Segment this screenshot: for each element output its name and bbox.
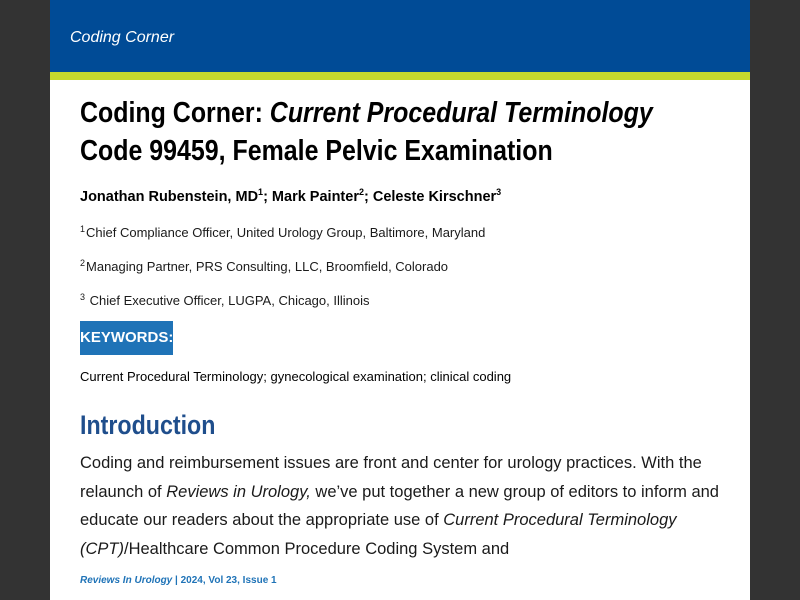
affiliation-text: Managing Partner, PRS Consulting, LLC, Broomfield, Colorado	[86, 259, 449, 274]
author-separator: ;	[363, 189, 373, 205]
footer-meta: | 2024, Vol 23, Issue 1	[172, 575, 277, 586]
author-name: Jonathan Rubenstein, MD	[80, 189, 259, 205]
author-list	[80, 187, 501, 205]
author-separator: ;	[263, 189, 272, 205]
page-footer	[80, 575, 277, 586]
affiliation-marker: 3	[80, 292, 86, 302]
affiliation-marker: 1	[80, 224, 86, 234]
body-italic-run: Reviews in Urology,	[166, 482, 311, 501]
body-italic-run: Current Procedural Terminology (CPT)	[80, 511, 677, 558]
author-name: Mark Painter	[271, 189, 359, 205]
title-part1: Coding Corner:	[80, 97, 270, 129]
affiliation-text: Chief Executive Officer, LUGPA, Chicago, Illinois	[86, 293, 370, 308]
footer-journal: Reviews In Urology	[80, 575, 173, 586]
header-banner	[50, 0, 750, 72]
affiliation-marker: 2	[80, 258, 86, 268]
title-part2: Code 99459, Female Pelvic Examination	[80, 135, 553, 167]
author-name: Celeste Kirschner	[372, 189, 497, 205]
title-italic: Current Procedural Terminology	[269, 97, 653, 129]
affiliation-1	[80, 224, 485, 240]
body-text-run: we’ve put together a new group of editors to inform and educate our readers about the appropriate use of	[80, 482, 719, 529]
affiliation-3	[80, 292, 370, 308]
body-text-run: /Healthcare Common Procedure Coding System and	[124, 539, 510, 558]
article-page	[50, 0, 750, 600]
accent-bar	[50, 72, 750, 80]
banner-title: Coding Corner	[70, 29, 175, 46]
affiliation-2	[80, 258, 448, 274]
affiliation-text: Chief Compliance Officer, United Urology Group, Baltimore, Maryland	[86, 225, 486, 240]
body-text-run: Coding and reimbursement issues are front and center for urology practices. With the relaunch of	[80, 454, 702, 501]
keywords-label: KEYWORDS:	[80, 321, 173, 355]
section-heading: Introduction	[80, 410, 216, 440]
keywords-list: Current Procedural Terminology; gynecological examination; clinical coding	[80, 369, 512, 384]
author-affiliation-marker: 3	[496, 187, 502, 197]
body-paragraph	[80, 449, 720, 563]
author-affiliation-marker: 2	[358, 187, 364, 197]
article-title	[80, 94, 734, 170]
author-affiliation-marker: 1	[258, 187, 264, 197]
